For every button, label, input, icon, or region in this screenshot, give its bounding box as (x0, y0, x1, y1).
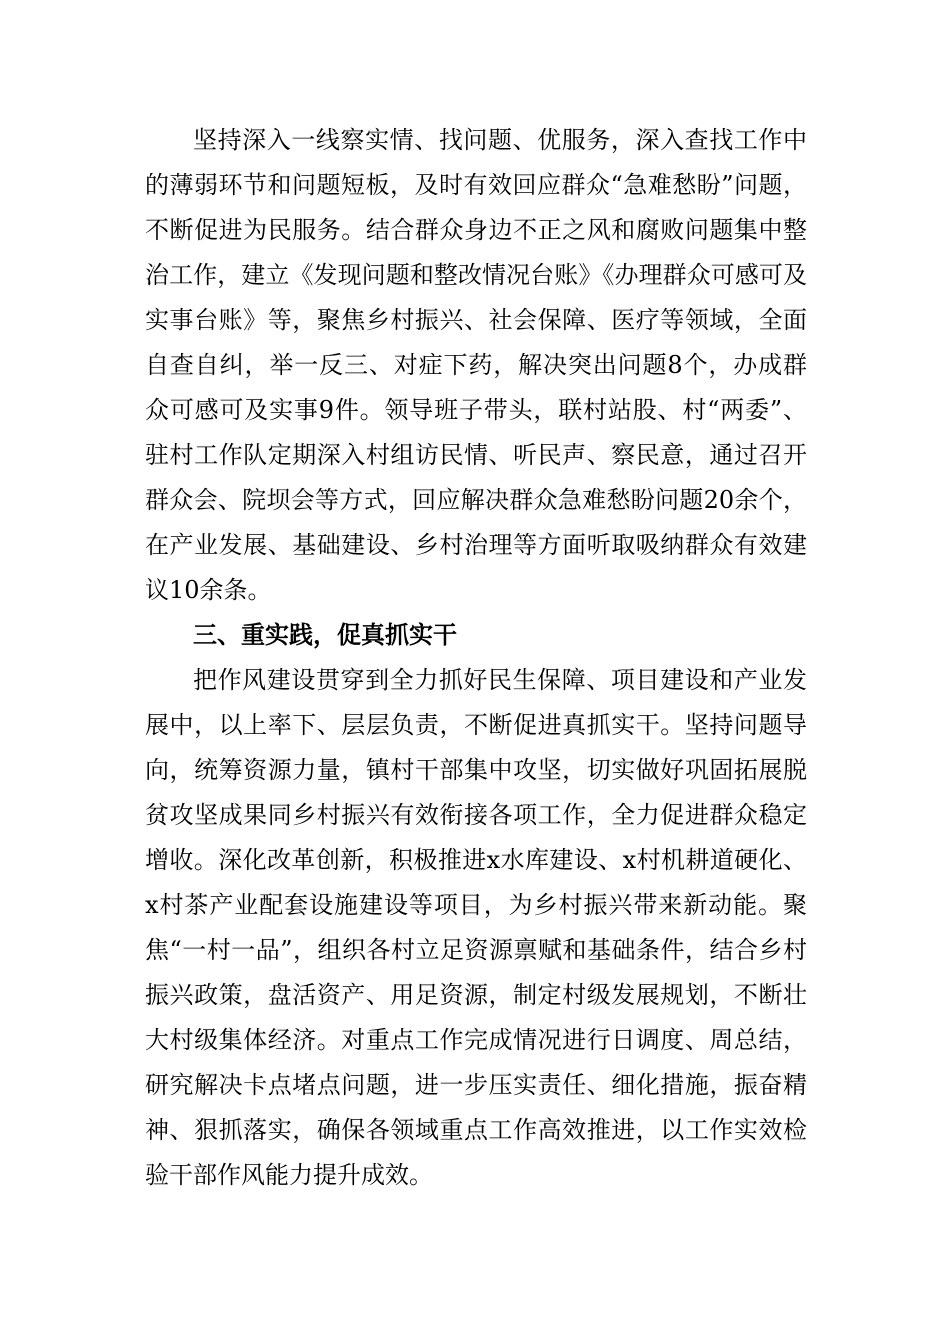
section-heading: 三、重实践，促真抓实干 (193, 621, 457, 649)
document-body (145, 118, 807, 1198)
body-paragraph: 把作风建设贯穿到全力抓好民生保障、项目建设和产业发展中，以上率下、层层负责，不断促进真抓实干。坚持问题导向，统筹资源力量，镇村干部集中攻坚，切实做好巩固拓展脱贫攻坚成果同乡村振兴有效衔接各项工作，全力促进群众稳定增收。深化改革创新，积极推进x水库建设、x村机耕道硬化、x村茶产业配套设施建设等项目，为乡村振兴带来新动能。聚焦“一村一品”，组织各村立足资源禀赋和基础条件，结合乡村振兴政策，盘活资产、用足资源，制定村级发展规划，不断壮大村级集体经济。对重点工作完成情况进行日调度、周总结，研究解决卡点堵点问题，进一步压实责任、细化措施，振奋精神、狠抓落实，确保各领域重点工作高效推进，以工作实效检验干部作风能力提升成效。 (145, 666, 807, 1189)
body-paragraph: 坚持深入一线察实情、找问题、优服务，深入查找工作中的薄弱环节和问题短板，及时有效回应群众“急难愁盼”问题，不断促进为民服务。结合群众身边不正之风和腐败问题集中整治工作，建立《发现问题和整改情况台账》《办理群众可感可及实事台账》等，聚焦乡村振兴、社会保障、医疗等领域，全面自查自纠，举一反三、对症下药，解决突出问题8个，办成群众可感可及实事9件。领导班子带头，联村站股、村“两委”、驻村工作队定期深入村组访民情、听民声、察民意，通过召开群众会、院坝会等方式，回应解决群众急难愁盼问题20余个，在产业发展、基础建设、乡村治理等方面听取吸纳群众有效建议10余条。 (145, 126, 807, 604)
